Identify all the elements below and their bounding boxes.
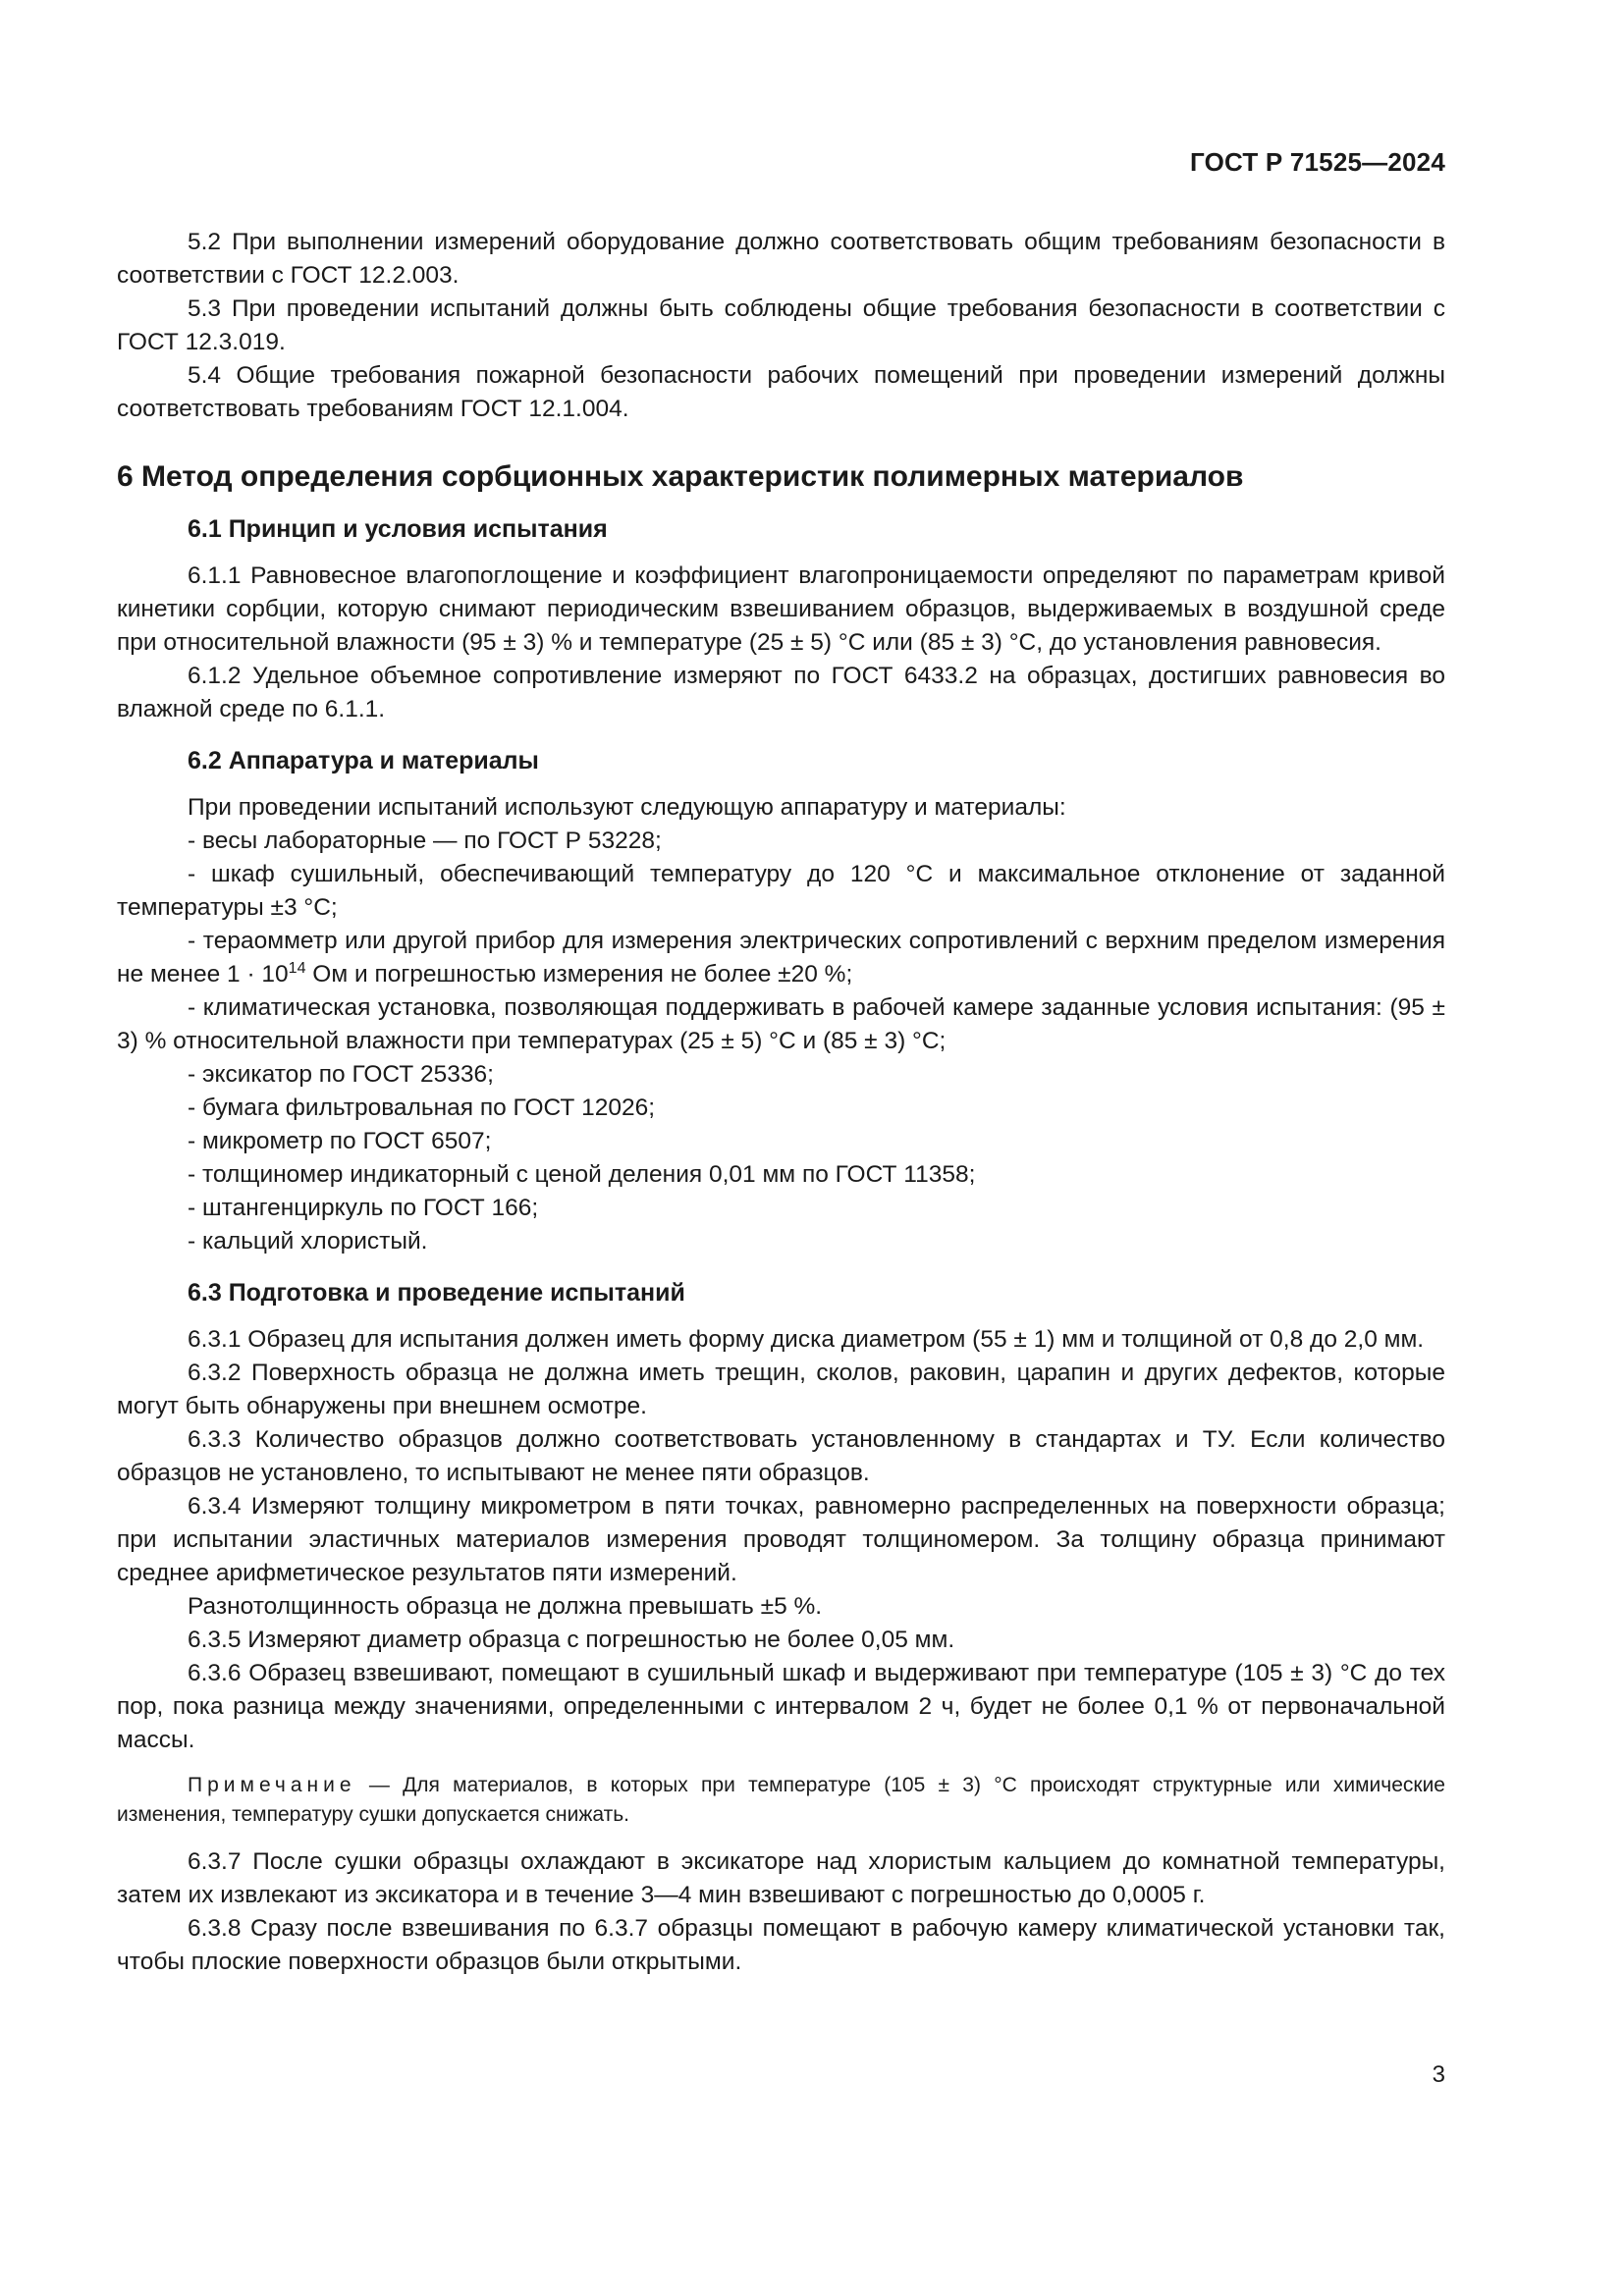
paragraph-5-3: 5.3 При проведении испытаний должны быть соблюдены общие требования безопасности в соответствии с ГОСТ 12.3.019. xyxy=(117,295,1445,355)
equipment-item: - штангенциркуль по ГОСТ 166; xyxy=(188,1195,539,1221)
equipment-item: - шкаф сушильный, обеспечивающий температуру до 120 °С и максимальное отклонение от заданной температуры ±3 °С; xyxy=(117,861,1445,921)
equipment-intro: При проведении испытаний используют следующую аппаратуру и материалы: xyxy=(188,794,1066,821)
equipment-item: - эксикатор по ГОСТ 25336; xyxy=(188,1061,494,1088)
note-text: — Для материалов, в которых при температуре (105 ± 3) °С происходят структурные или химические изменения, температуру сушки допускается снижать. xyxy=(117,1774,1445,1826)
paragraph-5-4: 5.4 Общие требования пожарной безопасности рабочих помещений при проведении измерений должны соответствовать требованиям ГОСТ 12.1.004. xyxy=(117,362,1445,422)
equipment-item: - толщиномер индикаторный с ценой деления 0,01 мм по ГОСТ 11358; xyxy=(188,1161,976,1188)
page-content xyxy=(117,226,1445,1979)
subsection-6-3-heading: 6.3 Подготовка и проведение испытаний xyxy=(188,1279,685,1307)
equipment-item: - кальций хлористый. xyxy=(188,1228,428,1255)
paragraph-6-3-2: 6.3.2 Поверхность образца не должна иметь трещин, сколов, раковин, царапин и других дефектов, которые могут быть обнаружены при внешнем осмотре. xyxy=(117,1360,1445,1419)
paragraph-6-3-3: 6.3.3 Количество образцов должно соответствовать установленному в стандартах и ТУ. Если количество образцов не установлено, то испытывают не менее пяти образцов. xyxy=(117,1426,1445,1486)
equipment-item: - климатическая установка, позволяющая поддерживать в рабочей камере заданные условия испытания: (95 ± 3) % относительной влажности при температурах (25 ± 5) °С и (85 ± 3) °С; xyxy=(117,994,1445,1054)
note xyxy=(117,1771,1445,1830)
paragraph-6-3-4-tolerance: Разнотолщинность образца не должна превышать ±5 %. xyxy=(188,1593,823,1620)
paragraph-6-1-1: 6.1.1 Равновесное влагопоглощение и коэффициент влагопроницаемости определяют по параметрам кривой кинетики сорбции, которую снимают периодическим взвешиванием образцов, выдерживаемых в воздушной среде при относительной влажности (95 ± 3) % и температуре (25 ± 5) °С или (85 ± 3) °С, до установления равновесия. xyxy=(117,562,1445,656)
document-code-header: ГОСТ Р 71525—2024 xyxy=(1190,147,1445,177)
paragraph-6-1-2: 6.1.2 Удельное объемное сопротивление измеряют по ГОСТ 6433.2 на образцах, достигших равновесия во влажной среде по 6.1.1. xyxy=(117,663,1445,722)
equipment-item: - микрометр по ГОСТ 6507; xyxy=(188,1128,492,1154)
paragraph-6-3-4: 6.3.4 Измеряют толщину микрометром в пяти точках, равномерно распределенных на поверхности образца; при испытании эластичных материалов измерения проводят толщиномером. За толщину образца принимают среднее арифметическое результатов пяти измерений. xyxy=(117,1493,1445,1586)
page-number: 3 xyxy=(1432,2061,1445,2088)
exponent: 14 xyxy=(288,959,306,977)
paragraph-5-2: 5.2 При выполнении измерений оборудование должно соответствовать общим требованиям безопасности в соответствии с ГОСТ 12.2.003. xyxy=(117,229,1445,289)
subsection-6-2-heading: 6.2 Аппаратура и материалы xyxy=(188,747,539,774)
note-label: Примечание xyxy=(188,1774,356,1796)
paragraph-6-3-5: 6.3.5 Измеряют диаметр образца с погрешностью не более 0,05 мм. xyxy=(188,1627,955,1653)
section-6-heading: 6 Метод определения сорбционных характеристик полимерных материалов xyxy=(117,460,1244,493)
paragraph-6-3-8: 6.3.8 Сразу после взвешивания по 6.3.7 образцы помещают в рабочую камеру климатической установки так, чтобы плоские поверхности образцов были открытыми. xyxy=(117,1915,1445,1975)
equipment-item-text: Ом и погрешностью измерения не более ±20 %; xyxy=(305,961,853,988)
paragraph-6-3-6: 6.3.6 Образец взвешивают, помещают в сушильный шкаф и выдерживают при температуре (105 ± 3) °С до тех пор, пока разница между значениями, определенными с интервалом 2 ч, будет не более 0,1 % от первоначальной массы. xyxy=(117,1660,1445,1753)
paragraph-6-3-1: 6.3.1 Образец для испытания должен иметь форму диска диаметром (55 ± 1) мм и толщиной от 0,8 до 2,0 мм. xyxy=(188,1326,1425,1353)
paragraph-6-3-7: 6.3.7 После сушки образцы охлаждают в эксикаторе над хлористым кальцием до комнатной температуры, затем их извлекают из эксикатора и в течение 3—4 мин взвешивают с погрешностью до 0,0005 г. xyxy=(117,1848,1445,1908)
equipment-item: - бумага фильтровальная по ГОСТ 12026; xyxy=(188,1095,656,1121)
equipment-item xyxy=(117,925,1445,991)
equipment-item-text: - тераомметр или другой прибор для измерения электрических сопротивлений с верхним пределом измерения не менее 1 · 10 xyxy=(117,928,1445,988)
subsection-6-1-heading: 6.1 Принцип и условия испытания xyxy=(188,515,608,543)
equipment-item: - весы лабораторные — по ГОСТ Р 53228; xyxy=(188,828,662,854)
